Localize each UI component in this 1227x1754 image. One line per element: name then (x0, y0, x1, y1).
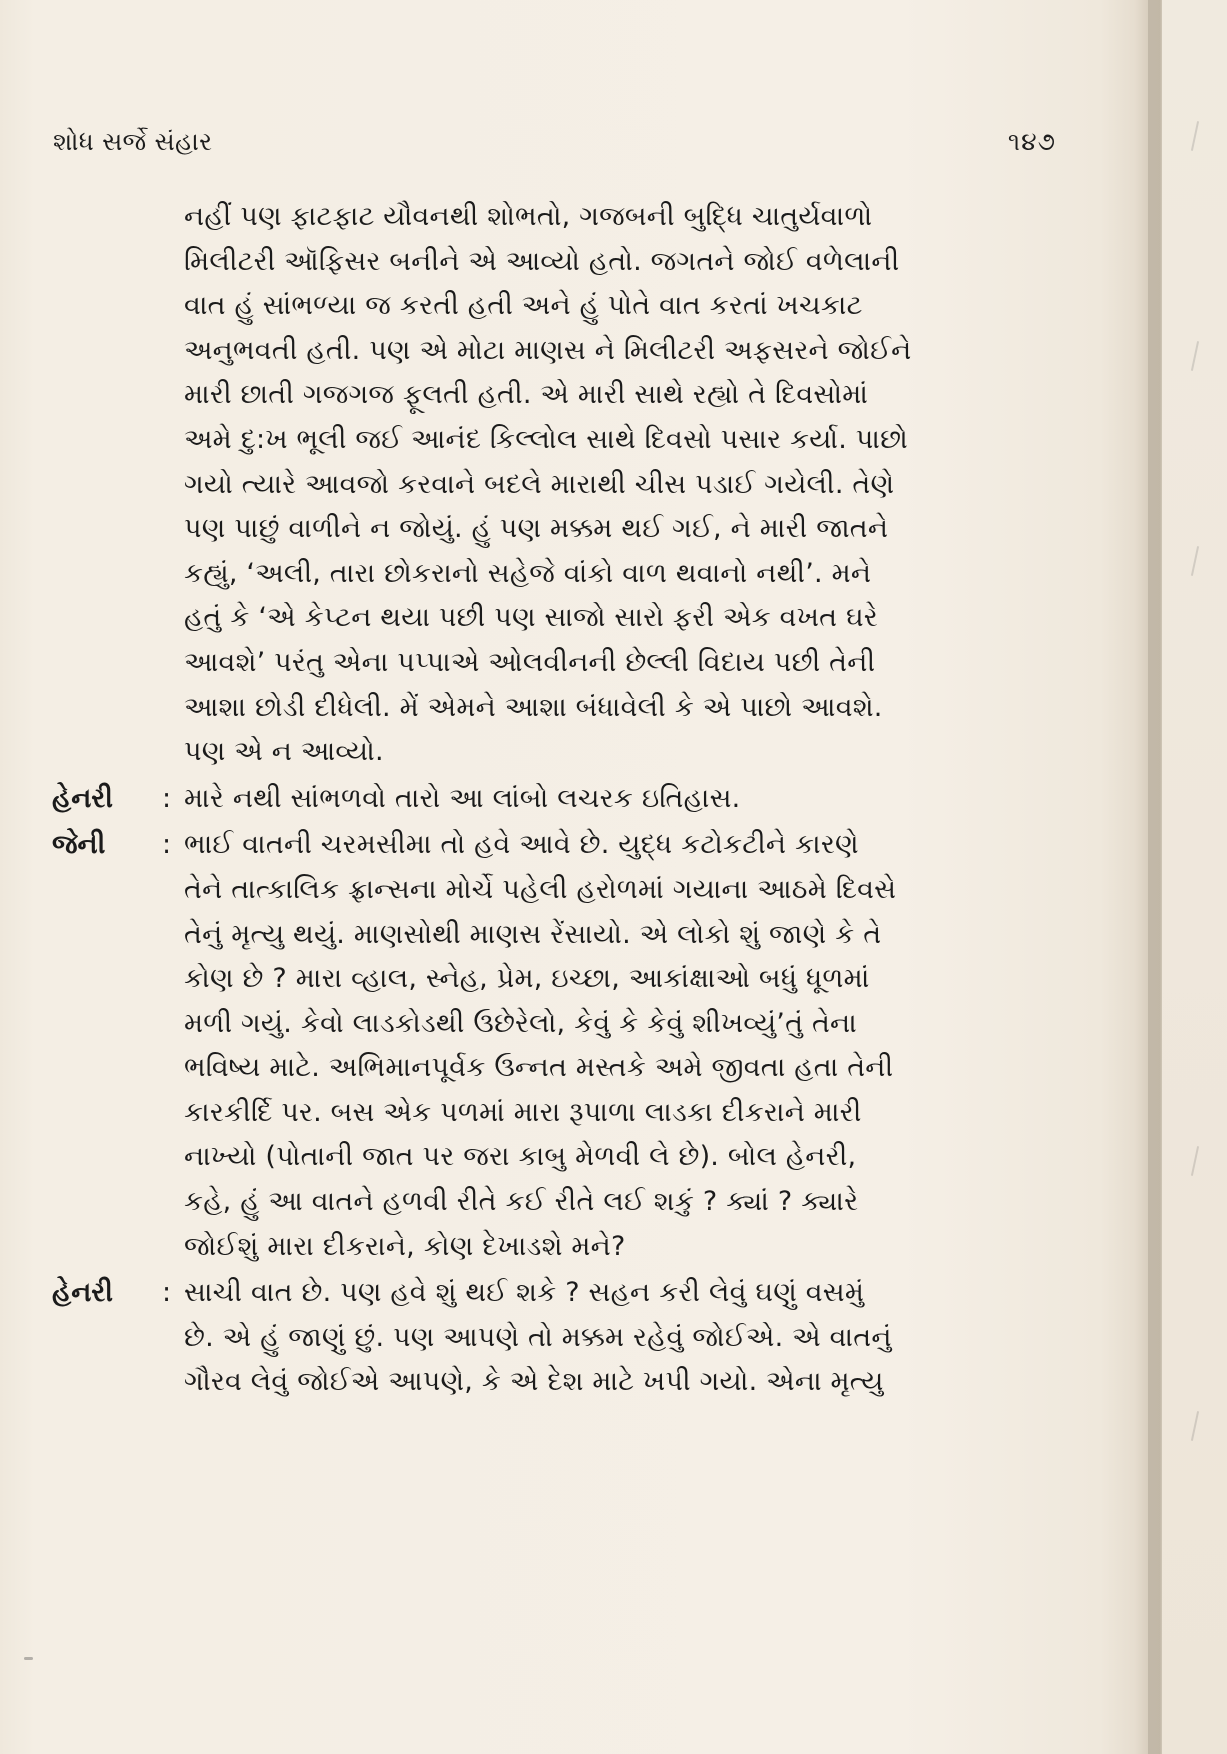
dialogue-henry-1 (52, 777, 1027, 822)
faint-margin-mark (1191, 546, 1199, 576)
text-line: વાત હું સાંભળ્યા જ કરતી હતી અને હું પોતે વાત કરતાં ખચકાટ (184, 290, 863, 322)
text-line: સાચી વાત છે. પણ હવે શું થઈ શકે ? સહન કરી લેવું ઘણું વસમું (184, 1277, 865, 1309)
text-line: મળી ગયું. કેવો લાડકોડથી ઉછેરેલો, કેવું કે કેવું શીખવ્યું’તું તેના (184, 1007, 857, 1039)
faint-margin-mark (1191, 341, 1199, 371)
dialogue-text (184, 777, 1027, 822)
text-line: કોણ છે ? મારા વ્હાલ, સ્નેહ, પ્રેમ, ઇચ્છા, આકાંક્ષાઓ બધું ધૂળમાં (184, 963, 870, 995)
text-line: ભવિષ્ય માટે. અભિમાનપૂર્વક ઉન્નત મસ્તકે અમે જીવતા હતા તેની (184, 1052, 894, 1084)
text-line: આશા છોડી દીધેલી. મેં એમને આશા બંધાવેલી કે એ પાછો આવશે. (184, 691, 883, 723)
dialogue-henry-2 (52, 1271, 1027, 1405)
text-line: નહીં પણ ફાટફાટ યૌવનથી શોભતો, ગજબની બુદ્ધિ ચાતુર્યવાળો (184, 201, 873, 232)
text-line: મારે નથી સાંભળવો તારો આ લાંબો લચરક ઇતિહાસ. (184, 782, 741, 814)
text-line: ભાઈ વાતની ચરમસીમા તો હવે આવે છે. યુદ્ધ કટોકટીને કારણે (184, 829, 859, 861)
dialogue-jenny (52, 823, 1027, 1269)
text-line: હતું કે ‘એ કેપ્ટન થયા પછી પણ સાજો સારો ફરી એક વખત ઘરે (184, 602, 878, 634)
speaker-name: જેની (52, 829, 106, 861)
page-text (52, 195, 1027, 1405)
text-line: મિલીટરી ઑફિસર બનીને એ આવ્યો હતો. જગતને જોઈ વળેલાની (184, 245, 900, 277)
text-line: પણ પાછું વાળીને ન જોયું. હું પણ મક્કમ થઈ ગઈ, ને મારી જાતને (184, 513, 889, 545)
speaker-colon: : (162, 829, 172, 861)
dialogue-text (184, 1271, 1027, 1405)
gutter-shadow (1148, 0, 1162, 1754)
faint-margin-mark (1191, 121, 1199, 151)
speaker-colon: : (162, 1277, 172, 1309)
speaker-colon: : (162, 782, 172, 814)
text-line: પણ એ ન આવ્યો. (184, 736, 384, 768)
continued-paragraph (184, 195, 1027, 775)
text-line: છે. એ હું જાણું છું. પણ આપણે તો મક્કમ રહેવું જોઈએ. એ વાતનું (184, 1321, 892, 1353)
text-line: આવશે’ પરંતુ એના પપ્પાએ ઓલવીનની છેલ્લી વિદાય પછી તેની (184, 646, 876, 678)
text-line: કારકીર્દિ પર. બસ એક પળમાં મારા રૂપાળા લાડકા દીકરાને મારી (184, 1096, 862, 1128)
text-line: તેને તાત્કાલિક ફ્રાન્સના મોર્ચે પહેલી હરોળમાં ગયાના આઠમે દિવસે (184, 873, 897, 905)
text-line: ગયો ત્યારે આવજો કરવાને બદલે મારાથી ચીસ પડાઈ ગયેલી. તેણે (184, 468, 895, 500)
text-line: કહ્યું, ‘અલી, તારા છોકરાનો સહેજે વાંકો વાળ થવાનો નથી’. મને (184, 557, 872, 589)
speaker-name: હેનરી (52, 782, 113, 814)
page-header (53, 129, 1056, 154)
text-line: જોઈશું મારા દીકરાને, કોણ દેખાડશે મને? (184, 1230, 626, 1262)
page-number: ૧૪૭ (1007, 127, 1056, 156)
faint-margin-mark (1191, 1411, 1199, 1441)
faint-margin-mark (1191, 1146, 1199, 1176)
dialogue-text (184, 823, 1027, 1269)
text-line: તેનું મૃત્યુ થયું. માણસોથી માણસ રેંસાયો. એ લોકો શું જાણે કે તે (184, 918, 882, 950)
text-line: અમે દુ:ખ ભૂલી જઈ આનંદ કિલ્લોલ સાથે દિવસો પસાર કર્યા. પાછો (184, 423, 908, 455)
speaker-name: હેનરી (52, 1277, 113, 1309)
scan-dust-mark (24, 1657, 33, 1660)
text-line: ગૌરવ લેવું જોઈએ આપણે, કે એ દેશ માટે ખપી ગયો. એના મૃત્યુ (184, 1366, 884, 1398)
text-line: મારી છાતી ગજગજ ફૂલતી હતી. એ મારી સાથે રહ્યો તે દિવસોમાં (184, 379, 869, 411)
running-title: શોધ સર્જે સંહાર (53, 127, 213, 156)
text-line: કહે, હું આ વાતને હળવી રીતે કઈ રીતે લઈ શકું ? ક્યાં ? ક્યારે (184, 1186, 859, 1218)
adjacent-page-edge (1162, 0, 1227, 1754)
text-line: અનુભવતી હતી. પણ એ મોટા માણસ ને મિલીટરી અફસરને જોઈને (184, 334, 912, 366)
text-line: નાખ્યો (પોતાની જાત પર જરા કાબુ મેળવી લે છે). બોલ હેનરી, (184, 1141, 857, 1173)
